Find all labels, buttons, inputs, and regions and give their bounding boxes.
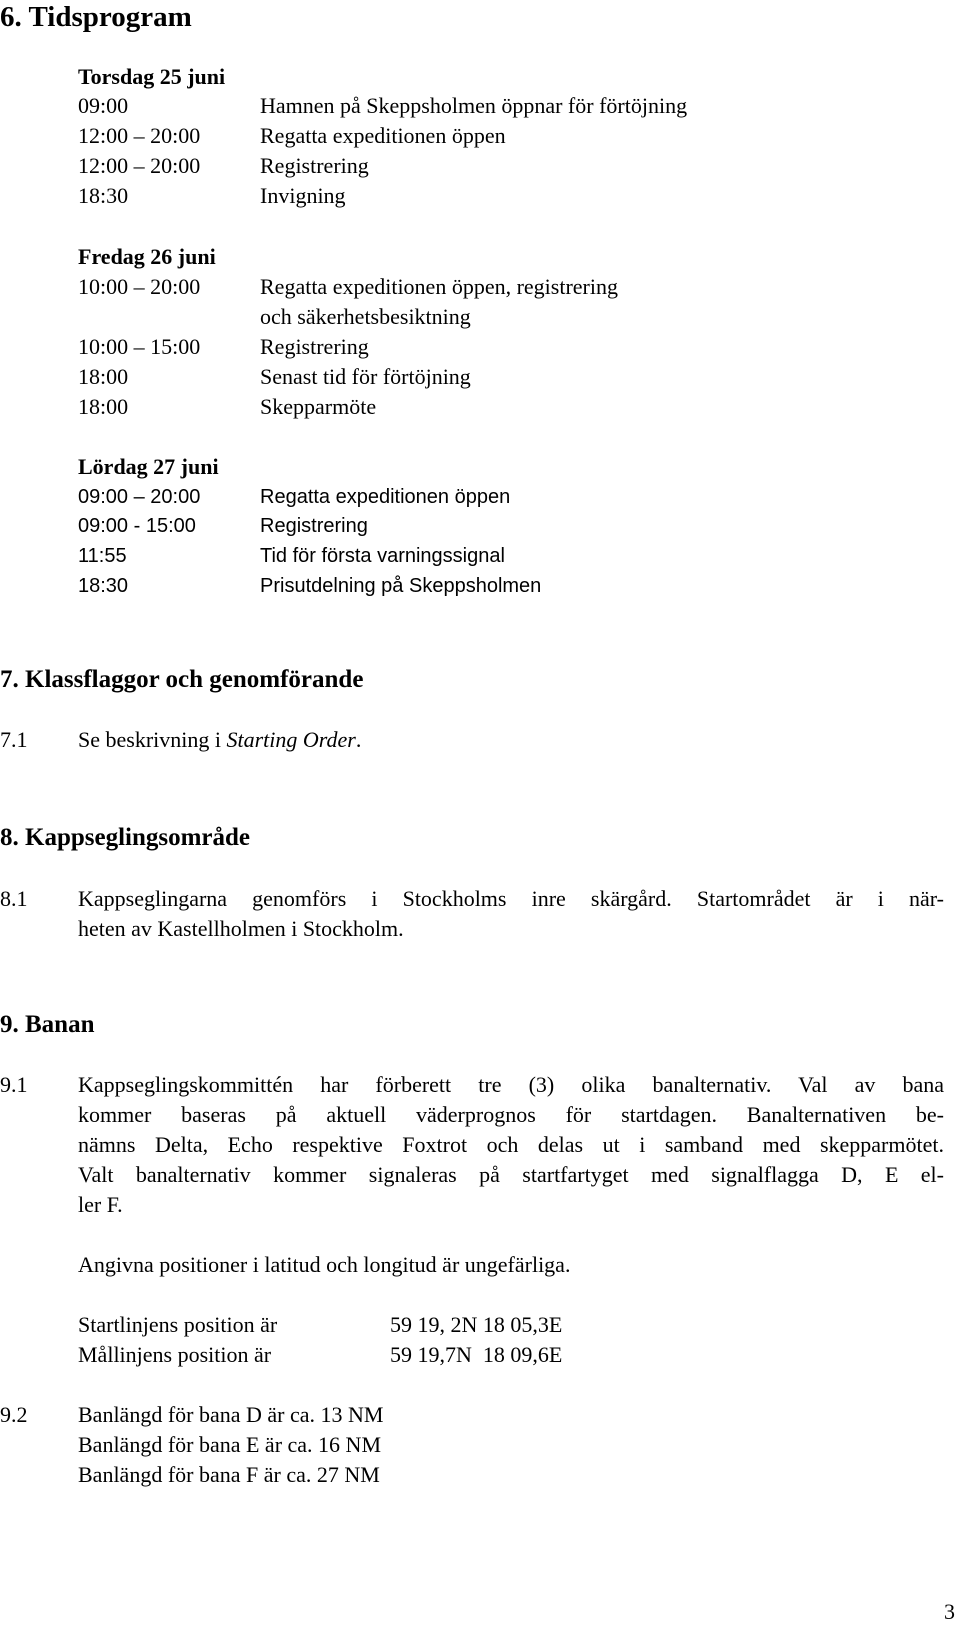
position-label: Startlinjens position är	[78, 1312, 278, 1337]
course-length: Banlängd för bana D är ca. 13 NM	[78, 1402, 384, 1427]
schedule-time: 09:00	[78, 93, 129, 118]
section-8-heading: 8. Kappseglingsområde	[0, 824, 251, 851]
schedule-time: 18:00	[78, 394, 129, 419]
schedule-time: 12:00 – 20:00	[78, 123, 201, 148]
position-label: Mållinjens position är	[78, 1342, 272, 1367]
schedule-time: 18:30	[78, 183, 129, 208]
clause-number: 7.1	[0, 727, 28, 752]
note-text: Angivna positioner i latitud och longitud är ungefärliga.	[78, 1252, 571, 1277]
schedule-event: Prisutdelning på Skeppsholmen	[260, 575, 542, 597]
schedule-time: 18:30	[78, 575, 129, 597]
clause-paragraph: Kappseglingskommittén har förberett tre (3) olika banalternativ. Val av bana kommer baseras på aktuell väderprognos för startdagen. Banalternativen be- nämns Delta, Echo respektive Foxtrot och delas ut i samband med skepparmötet. Valt banalternativ kommer signaleras på startfartyget med signalflagga D, E el- ler F.	[78, 1072, 944, 1217]
position-value: 59 19,7N 18 09,6E	[390, 1342, 563, 1367]
day-heading: Fredag 26 juni	[78, 244, 216, 269]
schedule-time: 10:00 – 15:00	[78, 334, 201, 359]
section-9-heading: 9. Banan	[0, 1011, 95, 1038]
schedule-event: Regatta expeditionen öppen	[260, 486, 511, 508]
schedule-event: Invigning	[260, 183, 346, 208]
clause-text-italic: Starting Order	[226, 727, 356, 752]
schedule-time: 09:00 - 15:00	[78, 515, 196, 537]
course-length: Banlängd för bana F är ca. 27 NM	[78, 1462, 380, 1487]
schedule-event: Registrering	[260, 334, 369, 359]
section-6-heading: 6. Tidsprogram	[0, 1, 192, 33]
clause-text: Se beskrivning i Starting Order.	[78, 727, 362, 752]
schedule-event: Hamnen på Skeppsholmen öppnar för förtöjning	[260, 93, 688, 118]
course-length: Banlängd för bana E är ca. 16 NM	[78, 1432, 382, 1457]
schedule-event: Senast tid för förtöjning	[260, 364, 471, 389]
clause-paragraph: Kappseglingarna genomförs i Stockholms inre skärgård. Startområdet är i när- heten av Kastellholmen i Stockholm.	[78, 886, 944, 941]
schedule-event: Tid för första varningssignal	[260, 545, 505, 567]
clause-number: 8.1	[0, 886, 28, 911]
page-number: 3	[944, 1599, 955, 1624]
schedule-event-continued: och säkerhetsbesiktning	[260, 304, 471, 329]
schedule-event: Registrering	[260, 515, 368, 537]
schedule-time: 11:55	[78, 545, 127, 567]
schedule-time: 18:00	[78, 364, 129, 389]
schedule-event: Skepparmöte	[260, 394, 377, 419]
day-heading: Torsdag 25 juni	[78, 64, 226, 89]
schedule-time: 10:00 – 20:00	[78, 274, 201, 299]
schedule-event: Regatta expeditionen öppen	[260, 123, 506, 148]
schedule-event: Registrering	[260, 153, 369, 178]
schedule-time: 12:00 – 20:00	[78, 153, 201, 178]
clause-number: 9.2	[0, 1402, 28, 1427]
day-heading: Lördag 27 juni	[78, 454, 219, 479]
schedule-event: Regatta expeditionen öppen, registrering	[260, 274, 618, 299]
schedule-time: 09:00 – 20:00	[78, 486, 201, 508]
clause-number: 9.1	[0, 1072, 28, 1097]
position-value: 59 19, 2N 18 05,3E	[390, 1312, 563, 1337]
section-7-heading: 7. Klassflaggor och genomförande	[0, 666, 364, 693]
